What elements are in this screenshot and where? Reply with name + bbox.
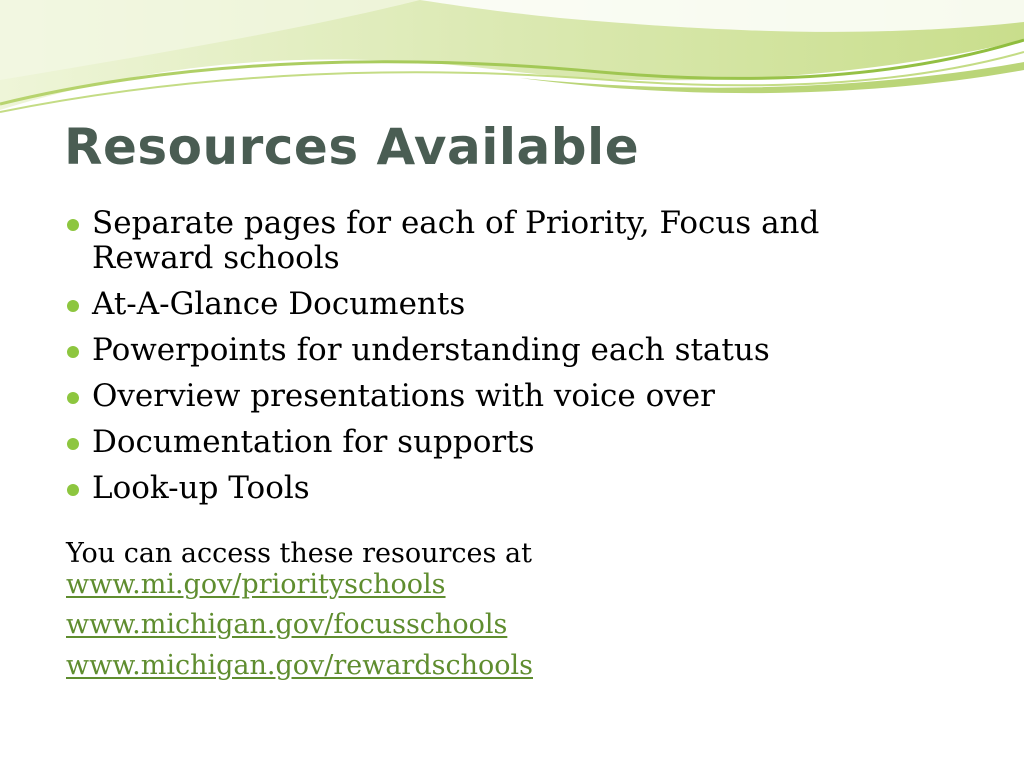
decorative-wave-banner	[0, 0, 1024, 130]
bullet-dot-icon	[67, 438, 79, 450]
slide-title: Resources Available	[64, 118, 640, 176]
bullet-item	[64, 425, 944, 460]
bullet-text: Overview presentations with voice over	[92, 378, 715, 414]
bullet-dot-icon	[67, 484, 79, 496]
bullet-dot-icon	[67, 219, 79, 231]
bullet-item	[64, 471, 944, 506]
bullet-item	[64, 206, 944, 276]
bullet-dot-icon	[67, 392, 79, 404]
bullet-item	[64, 287, 944, 322]
focus-schools-link[interactable]: www.michigan.gov/focusschools	[66, 609, 508, 640]
bullet-text: At-A-Glance Documents	[92, 286, 466, 322]
bullet-dot-icon	[67, 346, 79, 358]
bullet-text: Powerpoints for understanding each status	[92, 332, 770, 368]
bullet-text: Documentation for supports	[92, 424, 535, 460]
access-intro-text: You can access these resources at	[66, 538, 532, 569]
access-section	[66, 538, 966, 686]
priority-schools-link[interactable]: www.mi.gov/priorityschools	[66, 569, 446, 600]
reward-schools-link[interactable]: www.michigan.gov/rewardschools	[66, 650, 533, 681]
bullet-dot-icon	[67, 300, 79, 312]
bullet-item	[64, 333, 944, 368]
bullet-item	[64, 379, 944, 414]
bullet-text: Separate pages for each of Priority, Focus and Reward schools	[92, 205, 820, 276]
bullet-text: Look-up Tools	[92, 470, 310, 506]
resource-bullet-list	[64, 206, 944, 517]
